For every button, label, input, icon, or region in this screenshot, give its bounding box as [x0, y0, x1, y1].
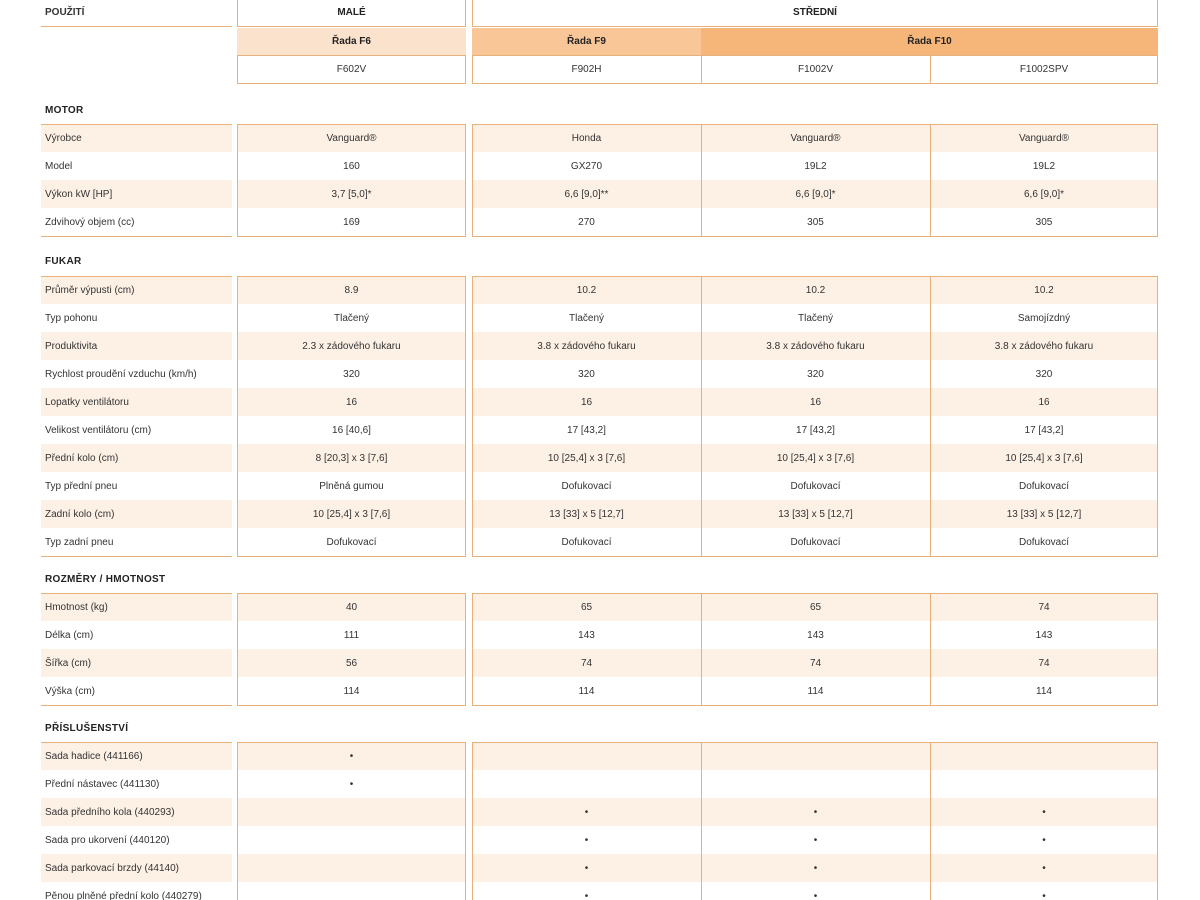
row-value: Tlačený	[568, 313, 604, 324]
row-value: 40	[345, 602, 358, 613]
row-value: 10 [25,4] x 3 [7,6]	[312, 509, 391, 520]
row-label: Výkon kW [HP]	[45, 189, 113, 200]
row-value: 6,6 [9,0]*	[1023, 189, 1065, 200]
row-label: Pěnou plněné přední kolo (440279)	[45, 891, 202, 900]
row-value: Honda	[571, 133, 602, 144]
row-value: 305	[807, 217, 824, 228]
row-value: 16	[345, 397, 358, 408]
category-medium: STŘEDNÍ	[793, 7, 837, 18]
row-label: Sada parkovací brzdy (44140)	[45, 863, 179, 874]
category-small: MALÉ	[337, 7, 366, 18]
row-value	[237, 799, 466, 827]
row-value: 17 [43,2]	[796, 425, 835, 436]
row-value: 6,6 [9,0]**	[564, 189, 609, 200]
row-value: 169	[343, 217, 360, 228]
row-label: Sada předního kola (440293)	[45, 807, 175, 818]
row-label: Velikost ventilátoru (cm)	[45, 425, 152, 436]
row-value: 16	[809, 397, 822, 408]
row-label: Průměr výpusti (cm)	[45, 285, 135, 296]
row-value: •	[584, 891, 589, 900]
row-label: Model	[45, 161, 73, 172]
row-label: Typ pohonu	[45, 313, 98, 324]
row-value: 2.3 x zádového fukaru	[302, 341, 401, 352]
row-value: 10.2	[805, 285, 826, 296]
row-value: 13 [33] x 5 [12,7]	[778, 509, 853, 520]
row-value: 16	[1038, 397, 1050, 408]
row-value: Vanguard®	[1019, 133, 1069, 144]
row-value: •	[584, 835, 589, 846]
row-label: Hmotnost (kg)	[45, 602, 108, 613]
section-title-rozm-ry-hmotnost: ROZMĚRY / HMOTNOST	[45, 574, 166, 585]
row-value	[237, 827, 466, 855]
row-value	[237, 855, 466, 883]
row-value: 74	[1038, 658, 1050, 669]
row-label: Šířka (cm)	[45, 658, 92, 669]
row-label: Přední nástavec (441130)	[45, 779, 160, 790]
row-value: Vanguard®	[790, 133, 841, 144]
model-f1002v: F1002V	[797, 64, 834, 75]
row-value: GX270	[570, 161, 603, 172]
row-value: 16 [40,6]	[332, 425, 371, 436]
usage-underline	[41, 26, 232, 27]
row-value: 114	[1036, 686, 1052, 697]
row-value: Vanguard®	[326, 133, 377, 144]
row-value: •	[349, 779, 354, 790]
row-value: 160	[343, 161, 360, 172]
row-label: Sada pro ukorvení (440120)	[45, 835, 170, 846]
row-value: 320	[807, 369, 824, 380]
row-value: •	[1042, 891, 1046, 900]
row-label: Lopatky ventilátoru	[45, 397, 129, 408]
section-title-motor: MOTOR	[45, 105, 84, 116]
section-title-fukar: FUKAR	[45, 256, 82, 267]
row-label: Rychlost proudění vzduchu (km/h)	[45, 369, 197, 380]
row-value: 143	[578, 630, 595, 641]
row-value	[237, 883, 466, 900]
row-label: Zdvihový objem (cc)	[45, 217, 135, 228]
row-value: 320	[1035, 369, 1053, 380]
row-value: •	[813, 835, 818, 846]
row-value: Dofukovací	[790, 481, 841, 492]
section-title-p-slu-enstv-: PŘÍSLUŠENSTVÍ	[45, 723, 129, 734]
row-value: •	[584, 863, 589, 874]
row-value: 16	[580, 397, 593, 408]
row-value	[701, 743, 930, 771]
row-label: Přední kolo (cm)	[45, 453, 119, 464]
row-value: •	[1042, 863, 1046, 874]
row-value: •	[349, 751, 354, 762]
row-value	[930, 771, 1158, 799]
row-value: 10 [25,4] x 3 [7,6]	[776, 453, 855, 464]
row-value: 10 [25,4] x 3 [7,6]	[1005, 453, 1083, 464]
row-value: •	[813, 863, 818, 874]
row-value: •	[813, 807, 818, 818]
row-value: 3,7 [5,0]*	[331, 189, 372, 200]
row-label: Sada hadice (441166)	[45, 751, 143, 762]
series-f9: Řada F9	[567, 36, 606, 47]
row-label: Produktivita	[45, 341, 98, 352]
row-value: 17 [43,2]	[567, 425, 606, 436]
row-value: •	[1042, 807, 1046, 818]
row-value: Dofukovací	[790, 537, 841, 548]
row-value: Tlačený	[797, 313, 833, 324]
row-value: Dofukovací	[561, 481, 612, 492]
row-value: 320	[343, 369, 360, 380]
row-value: 270	[578, 217, 595, 228]
row-value: 3.8 x zádového fukaru	[994, 341, 1094, 352]
row-value: 305	[1035, 217, 1053, 228]
row-value: Dofukovací	[1018, 537, 1070, 548]
row-value: 56	[345, 658, 358, 669]
row-value: 74	[809, 658, 822, 669]
row-value: 3.8 x zádového fukaru	[766, 341, 865, 352]
row-value: 114	[578, 686, 595, 697]
series-f6: Řada F6	[332, 36, 371, 47]
model-f602v: F602V	[336, 64, 367, 75]
model-f902h: F902H	[571, 64, 602, 75]
row-value: 143	[807, 630, 824, 641]
row-label: Typ přední pneu	[45, 481, 118, 492]
row-value: 10.2	[1034, 285, 1054, 296]
row-label: Zadní kolo (cm)	[45, 509, 115, 520]
row-value: 320	[578, 369, 595, 380]
row-value: 8.9	[344, 285, 359, 296]
row-value: 6,6 [9,0]*	[795, 189, 836, 200]
row-value: Dofukovací	[326, 537, 377, 548]
row-value: 13 [33] x 5 [12,7]	[1006, 509, 1082, 520]
row-value: Tlačený	[333, 313, 369, 324]
row-value: •	[1042, 835, 1046, 846]
row-value: 8 [20,3] x 3 [7,6]	[315, 453, 388, 464]
row-value: 19L2	[1032, 161, 1056, 172]
row-value: 17 [43,2]	[1024, 425, 1064, 436]
row-value: Dofukovací	[1018, 481, 1070, 492]
row-value	[701, 771, 930, 799]
row-label: Výška (cm)	[45, 686, 95, 697]
row-value: 111	[343, 630, 360, 641]
row-label: Délka (cm)	[45, 630, 94, 641]
row-value: 65	[809, 602, 822, 613]
row-label: Typ zadní pneu	[45, 537, 114, 548]
row-value: 74	[580, 658, 593, 669]
row-value: 3.8 x zádového fukaru	[537, 341, 636, 352]
row-value: •	[584, 807, 589, 818]
row-value: 143	[1035, 630, 1053, 641]
row-value: 65	[580, 602, 593, 613]
row-value	[930, 743, 1158, 771]
row-value	[472, 743, 701, 771]
model-f1002spv: F1002SPV	[1019, 64, 1069, 75]
row-value: Plněná gumou	[319, 481, 384, 492]
row-value: Samojízdný	[1017, 313, 1071, 324]
row-value: •	[813, 891, 818, 900]
row-value: 114	[807, 686, 824, 697]
row-value: Dofukovací	[561, 537, 612, 548]
series-f10: Řada F10	[907, 36, 952, 47]
row-value	[472, 771, 701, 799]
row-value: 13 [33] x 5 [12,7]	[549, 509, 624, 520]
row-value: 19L2	[804, 161, 827, 172]
row-value: 114	[343, 686, 360, 697]
row-value: 10 [25,4] x 3 [7,6]	[547, 453, 626, 464]
row-value: 10.2	[576, 285, 597, 296]
usage-label: POUŽITÍ	[45, 7, 85, 18]
row-label: Výrobce	[45, 133, 82, 144]
row-value: 74	[1038, 602, 1050, 613]
